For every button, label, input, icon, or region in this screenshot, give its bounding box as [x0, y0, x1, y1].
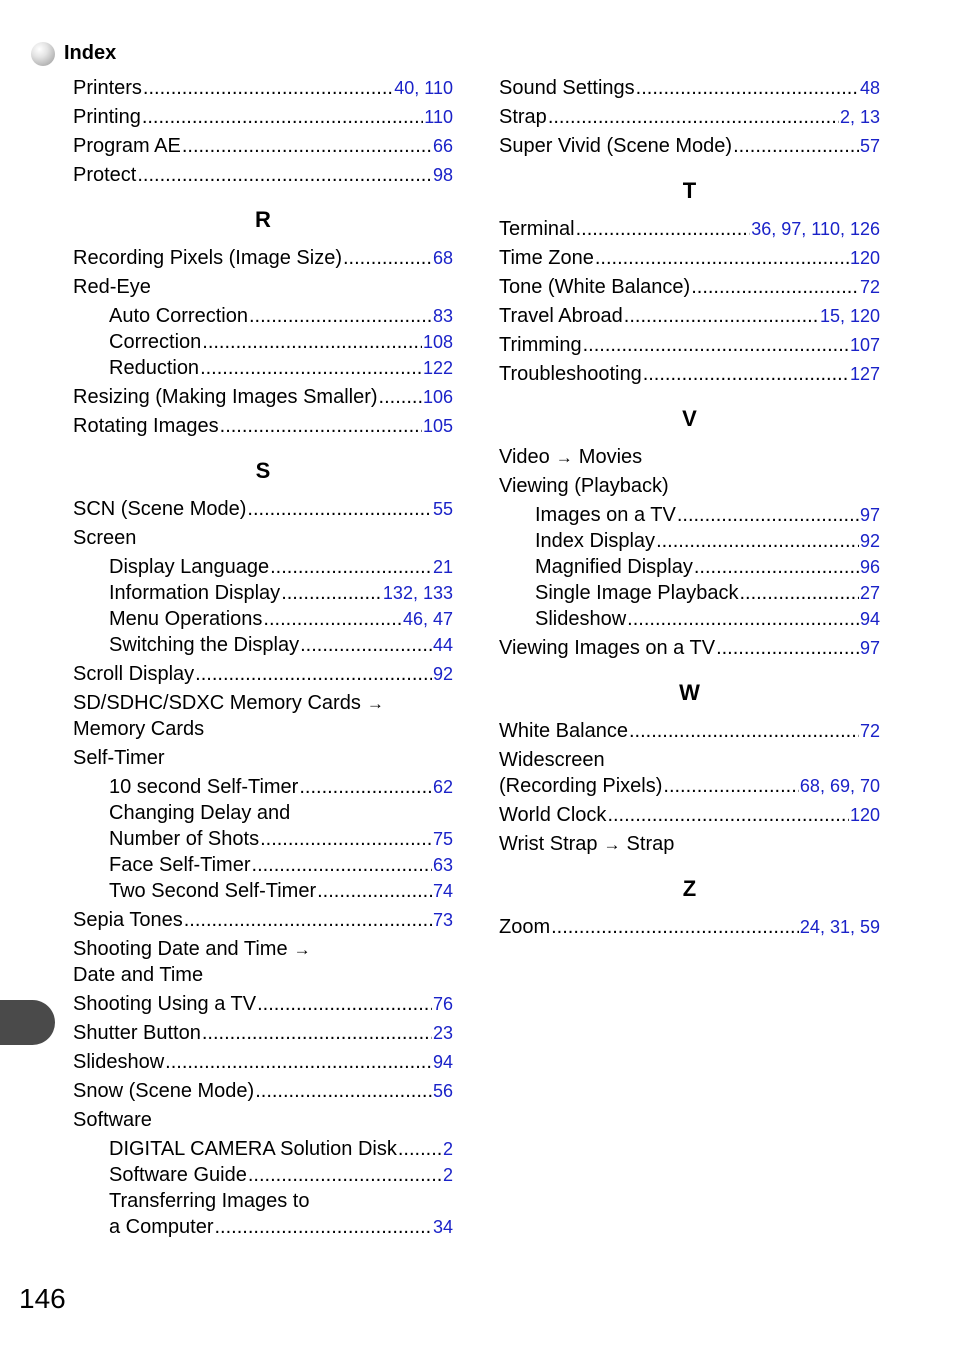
- entry-term: Protect: [73, 164, 137, 186]
- page-link[interactable]: 127: [849, 364, 880, 384]
- index-entry: Shooting Using a TV ..... 76: [73, 991, 453, 1017]
- index-entry: Widescreen: [499, 749, 605, 771]
- index-entry: Time Zone ..... 120: [499, 245, 880, 271]
- page-link[interactable]: 97: [859, 505, 880, 525]
- index-entry: Sound Settings ..... 48: [499, 75, 880, 101]
- see-reference[interactable]: Memory Cards: [73, 718, 205, 740]
- index-column-left: [73, 75, 453, 1240]
- index-subentry: Software Guide ..... 2: [73, 1162, 453, 1188]
- page-link[interactable]: 55: [432, 499, 453, 519]
- page-link[interactable]: 2, 13: [839, 107, 880, 127]
- section-letter: S: [255, 458, 271, 483]
- chapter-tab: [0, 1000, 55, 1045]
- page-link[interactable]: 105: [422, 416, 453, 436]
- index-entry: Super Vivid (Scene Mode) ..... 57: [499, 133, 880, 159]
- page-link[interactable]: 56: [432, 1081, 453, 1101]
- page-link[interactable]: 107: [849, 335, 880, 355]
- index-entry: Trimming ..... 107: [499, 332, 880, 358]
- see-reference[interactable]: Strap: [626, 833, 675, 855]
- section-letter: T: [682, 178, 697, 203]
- page-link[interactable]: 63: [432, 855, 453, 875]
- index-subentry: Display Language ..... 21: [73, 554, 453, 580]
- index-subentry: Auto Correction ..... 83: [73, 303, 453, 329]
- section-letter: W: [679, 680, 700, 705]
- index-subentry: Reduction ..... 122: [73, 355, 453, 381]
- index-entry: Wrist Strap → Strap: [499, 831, 880, 857]
- page-link[interactable]: 75: [432, 829, 453, 849]
- page-link[interactable]: 24, 31, 59: [799, 917, 880, 937]
- page-link[interactable]: 76: [432, 994, 453, 1014]
- index-entry: Zoom ..... 24, 31, 59: [499, 914, 880, 940]
- see-reference[interactable]: Date and Time: [73, 964, 204, 986]
- index-entry: [73, 133, 453, 159]
- index-entry: Shutter Button ..... 23: [73, 1020, 453, 1046]
- right-arrow-icon: →: [293, 940, 311, 959]
- page-link[interactable]: 72: [859, 277, 880, 297]
- index-entry: Strap ..... 2, 13: [499, 104, 880, 130]
- index-entry: White Balance ..... 72: [499, 718, 880, 744]
- index-subentry: Menu Operations ..... 46, 47: [73, 606, 453, 632]
- index-subentry: Magnified Display ..... 96: [499, 554, 880, 580]
- index-subentry: Transferring Images to: [109, 1190, 310, 1212]
- index-subentry: Correction ..... 108: [73, 329, 453, 355]
- page-number: 146: [19, 1283, 66, 1314]
- page-title: Index: [64, 42, 117, 64]
- page-link[interactable]: 57: [859, 136, 880, 156]
- page-link[interactable]: 97: [859, 638, 880, 658]
- index-entry: SCN (Scene Mode) ..... 55: [73, 496, 453, 522]
- index-entry: [73, 162, 453, 188]
- page-link[interactable]: 21: [432, 557, 453, 577]
- page-link[interactable]: 98: [432, 165, 453, 185]
- page-link[interactable]: 110: [424, 107, 453, 127]
- page-link[interactable]: 68: [432, 248, 453, 268]
- index-entry: Terminal ..... 36, 97, 110, 126: [499, 216, 880, 242]
- right-arrow-icon: →: [603, 835, 621, 854]
- index-entry: Screen: [73, 527, 137, 549]
- page-link[interactable]: 92: [859, 531, 880, 551]
- entry-term: Printing: [73, 106, 141, 128]
- section-letter: R: [255, 207, 271, 232]
- page-link[interactable]: 120: [849, 805, 880, 825]
- page-link[interactable]: 72: [859, 721, 880, 741]
- index-column-right: [499, 75, 880, 940]
- index-subentry: Information Display ..... 132, 133: [73, 580, 453, 606]
- index-entry: Scroll Display ..... 92: [73, 661, 453, 687]
- page-link[interactable]: 94: [859, 609, 880, 629]
- page-link[interactable]: 62: [432, 777, 453, 797]
- index-subentry: Switching the Display ..... 44: [73, 632, 453, 658]
- page-link[interactable]: 92: [432, 664, 453, 684]
- entry-term: Program AE: [73, 135, 181, 157]
- index-entry: Snow (Scene Mode) ..... 56: [73, 1078, 453, 1104]
- page-link[interactable]: 34: [432, 1217, 453, 1237]
- right-arrow-icon: →: [555, 448, 573, 467]
- index-entry: Red-Eye: [73, 276, 151, 298]
- index-entry: Slideshow ..... 94: [73, 1049, 453, 1075]
- index-entry: Rotating Images ..... 105: [73, 413, 453, 439]
- index-subentry: Face Self-Timer ..... 63: [73, 852, 453, 878]
- index-entry-see: [73, 716, 453, 742]
- index-entry: Tone (White Balance) ..... 72: [499, 274, 880, 300]
- index-subentry: Slideshow ..... 94: [499, 606, 880, 632]
- index-entry: Video → Movies: [499, 444, 880, 470]
- index-entry: Travel Abroad ..... 15, 120: [499, 303, 880, 329]
- index-subentry: Number of Shots ..... 75: [73, 826, 453, 852]
- index-subentry: a Computer ..... 34: [73, 1214, 453, 1240]
- section-letter: V: [682, 406, 697, 431]
- index-entry: [73, 75, 453, 101]
- page-link[interactable]: 40, 110: [394, 78, 453, 98]
- index-entry: Sepia Tones ..... 73: [73, 907, 453, 933]
- index-subentry: DIGITAL CAMERA Solution Disk ..... 2: [73, 1136, 453, 1162]
- index-entry: Viewing (Playback): [499, 475, 669, 497]
- index-entry: Viewing Images on a TV ..... 97: [499, 635, 880, 661]
- page-link[interactable]: 68, 69, 70: [799, 776, 880, 796]
- index-subentry: Single Image Playback ..... 27: [499, 580, 880, 606]
- index-entry: (Recording Pixels) ..... 68, 69, 70: [499, 773, 880, 799]
- index-entry: Resizing (Making Images Smaller) ..... 106: [73, 384, 453, 410]
- index-entry: SD/SDHC/SDXC Memory Cards →: [73, 690, 453, 716]
- entry-term: Printers: [73, 77, 142, 99]
- index-entry: Recording Pixels (Image Size) ..... 68: [73, 245, 453, 271]
- page-link[interactable]: 74: [432, 881, 453, 901]
- index-entry: World Clock ..... 120: [499, 802, 880, 828]
- index-entry: [73, 104, 453, 130]
- index-subentry: 10 second Self-Timer ..... 62: [73, 774, 453, 800]
- index-entry-see: [73, 962, 453, 988]
- index-entry: Software: [73, 1109, 152, 1131]
- page-link[interactable]: 36, 97, 110, 126: [751, 219, 880, 239]
- page-link[interactable]: 96: [859, 557, 880, 577]
- page-link[interactable]: 46, 47: [402, 609, 453, 629]
- index-subentry: Two Second Self-Timer ..... 74: [73, 878, 453, 904]
- page-link[interactable]: 132, 133: [382, 583, 453, 603]
- page-link[interactable]: 66: [432, 136, 453, 156]
- page-link[interactable]: 83: [432, 306, 453, 326]
- grey-circle-icon: [31, 42, 55, 66]
- page-link[interactable]: 48: [859, 78, 880, 98]
- index-entry: Shooting Date and Time →: [73, 936, 453, 962]
- section-letter: Z: [682, 876, 697, 901]
- page-link[interactable]: 15, 120: [819, 306, 880, 326]
- page-link[interactable]: 73: [432, 910, 453, 930]
- index-subentry: Index Display ..... 92: [499, 528, 880, 554]
- page-link[interactable]: 122: [422, 358, 453, 378]
- page-link[interactable]: 120: [849, 248, 880, 268]
- index-entry: Troubleshooting ..... 127: [499, 361, 880, 387]
- index-subentry: Changing Delay and: [109, 802, 291, 824]
- page-link[interactable]: 27: [859, 583, 880, 603]
- page-link[interactable]: 2: [442, 1139, 453, 1159]
- index-entry: Self-Timer: [73, 747, 165, 769]
- page-link[interactable]: 2: [442, 1165, 453, 1185]
- index-subentry: Images on a TV ..... 97: [499, 502, 880, 528]
- page-link[interactable]: 23: [432, 1023, 453, 1043]
- page-link[interactable]: 44: [432, 635, 453, 655]
- right-arrow-icon: →: [366, 694, 384, 713]
- page-link[interactable]: 106: [422, 387, 453, 407]
- page-link[interactable]: 108: [422, 332, 453, 352]
- see-reference[interactable]: Movies: [578, 446, 643, 468]
- page-link[interactable]: 94: [432, 1052, 453, 1072]
